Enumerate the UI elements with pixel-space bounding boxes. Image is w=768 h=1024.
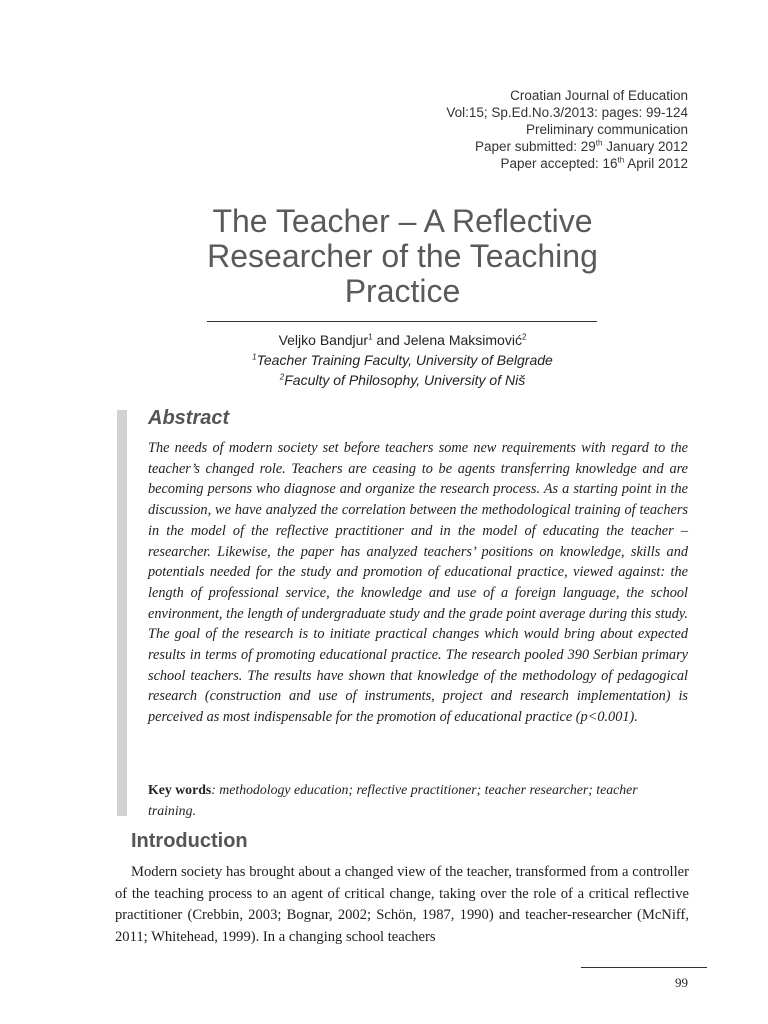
title-line-1: The Teacher – A Reflective	[212, 203, 593, 239]
accepted-sup: th	[617, 155, 625, 165]
author-joiner: and	[372, 332, 404, 348]
submitted-date	[446, 138, 688, 155]
accepted-suffix: April 2012	[624, 156, 688, 171]
journal-meta	[446, 87, 688, 172]
accepted-date	[446, 155, 688, 172]
paper-type: Preliminary communication	[525, 122, 688, 137]
author-line	[120, 330, 685, 350]
footer-divider	[581, 967, 707, 968]
title-line-3: Practice	[344, 273, 461, 309]
affiliation-2-sup: 2	[279, 372, 285, 382]
keywords-text: : methodology education; reflective practitioner; teacher researcher; teacher training.	[148, 782, 638, 818]
journal-volume: Vol:15; Sp.Ed.No.3/2013: pages: 99-124	[446, 105, 688, 120]
journal-name: Croatian Journal of Education	[510, 88, 688, 103]
paper-title	[120, 204, 685, 309]
submitted-prefix: Paper submitted: 29	[474, 139, 596, 154]
author-2: Jelena Maksimović	[403, 332, 522, 348]
author-block	[120, 330, 685, 390]
keywords-label: Key words	[148, 782, 212, 797]
submitted-suffix: January 2012	[602, 139, 688, 154]
affiliation-1-sup: 1	[252, 352, 257, 362]
introduction-heading: Introduction	[131, 830, 248, 852]
title-line-2: Researcher of the Teaching	[207, 238, 598, 274]
author-1-sup: 1	[368, 332, 373, 342]
abstract-body: The needs of modern society set before teachers some new requirements with regard to the teacher’s changed role. Teachers are ceasing to be agents transferring knowledge and are becoming persons who diagnose and organize the research process. As a starting point in the discussion, we have analyzed the correlation between the methodological training of teachers in the model of the reflective practitioner and in the model of educating the teacher – researcher. Likewise, the paper has analyzed teachers’ positions on knowledge, skills and potentials needed for the study and promotion of educational practice, viewed against: the length of professional service, the knowledge and use of a foreign language, the school environment, the length of undergraduate study and the grade point average during this study. The goal of the research is to initiate practical changes which would bring about expected results in terms of promoting educational practice. The research pooled 390 Serbian primary school teachers. The results have shown that knowledge of the methodology of pedagogical research (construction and use of instruments, project and research implementation) is perceived as most indispensable for the promotion of educational practice (p<0.001).	[148, 440, 688, 726]
abstract-heading: Abstract	[148, 407, 230, 429]
author-2-sup: 2	[521, 332, 527, 342]
affiliation-2	[120, 370, 685, 390]
accepted-prefix: Paper accepted: 16	[500, 156, 618, 171]
title-divider	[207, 321, 597, 322]
introduction-body: Modern society has brought about a changed view of the teacher, transformed from a controller of the teaching process to an agent of critical change, taking over the role of a critical reflective practitioner (Crebbin, 2003; Bognar, 2002; Schön, 1987, 1990) and teacher-researcher (McNiff, 2011; Whitehead, 1999). In a changing school teachers	[115, 864, 689, 945]
affiliation-2-text: Faculty of Philosophy, University of Niš	[284, 372, 526, 388]
submitted-sup: th	[595, 138, 603, 148]
keywords	[148, 779, 688, 821]
abstract-sidebar	[117, 410, 127, 816]
author-1: Veljko Bandjur	[278, 332, 369, 348]
page-number: 99	[675, 975, 688, 990]
affiliation-1	[120, 350, 685, 370]
affiliation-1-text: Teacher Training Faculty, University of Belgrade	[256, 352, 553, 368]
